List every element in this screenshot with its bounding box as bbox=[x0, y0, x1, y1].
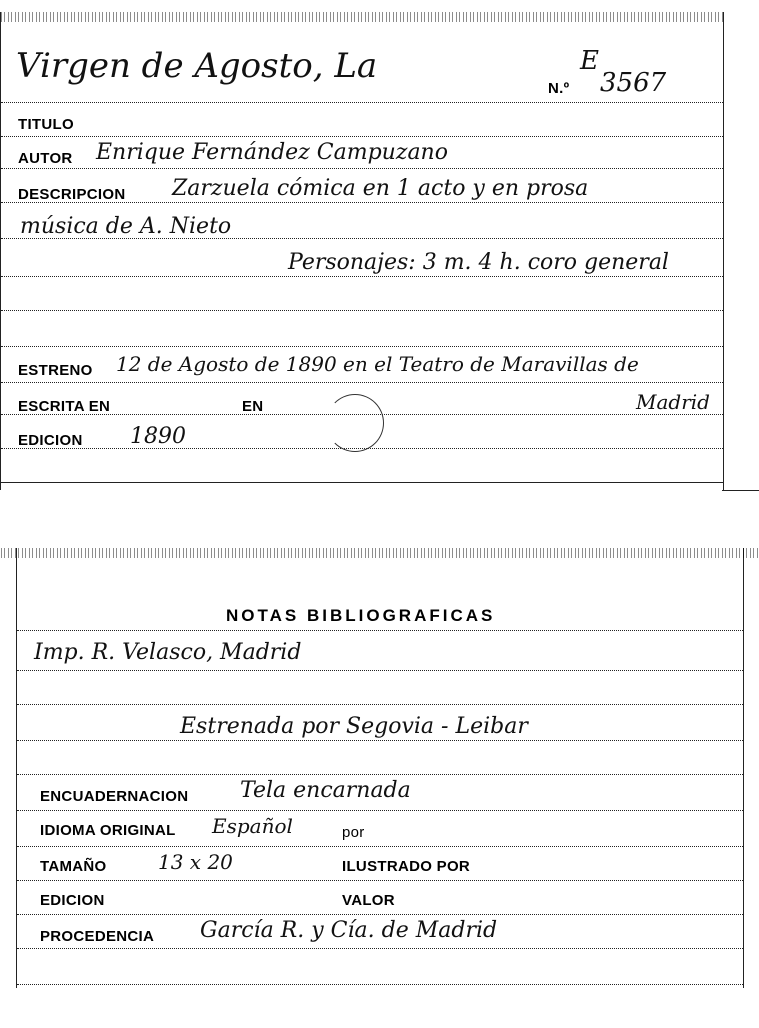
rule bbox=[17, 984, 743, 985]
encuadernacion-handwritten: Tela encarnada bbox=[240, 778, 411, 803]
edicion2-label: EDICION bbox=[40, 892, 105, 909]
imprenta-handwritten: Imp. R. Velasco, Madrid bbox=[34, 640, 302, 665]
descripcion-label: DESCRIPCION bbox=[18, 186, 126, 203]
procedencia-handwritten: García R. y Cía. de Madrid bbox=[200, 918, 498, 943]
idioma-handwritten: Español bbox=[212, 814, 293, 838]
descripcion-handwritten-2: música de A. Nieto bbox=[20, 214, 232, 239]
edicion-handwritten: 1890 bbox=[130, 424, 186, 449]
card-edge bbox=[722, 490, 759, 491]
por-label: por bbox=[342, 824, 365, 841]
card-top-edge bbox=[1, 12, 723, 22]
rule bbox=[17, 774, 743, 775]
rule bbox=[17, 740, 743, 741]
punch-hole bbox=[326, 394, 384, 452]
rule bbox=[17, 630, 743, 631]
procedencia-label: PROCEDENCIA bbox=[40, 928, 155, 945]
idioma-label: IDIOMA ORIGINAL bbox=[40, 822, 176, 839]
card-top-edge bbox=[1, 548, 759, 558]
autor-handwritten: Enrique Fernández Campuzano bbox=[96, 140, 448, 165]
number-value: 3567 bbox=[600, 68, 667, 98]
estreno-label: ESTRENO bbox=[18, 362, 93, 379]
number-label: N.º bbox=[548, 80, 570, 97]
rule bbox=[1, 346, 723, 347]
notas-heading: NOTAS BIBLIOGRAFICAS bbox=[226, 606, 496, 625]
tamano-label: TAMAÑO bbox=[40, 858, 107, 875]
rule bbox=[1, 482, 723, 483]
rule bbox=[17, 914, 743, 915]
rule bbox=[17, 810, 743, 811]
rule bbox=[1, 276, 723, 277]
edicion-label: EDICION bbox=[18, 432, 83, 449]
titulo-label: TITULO bbox=[18, 116, 74, 133]
madrid-handwritten: Madrid bbox=[636, 390, 710, 414]
rule bbox=[1, 310, 723, 311]
rule bbox=[1, 168, 723, 169]
number-prefix: E bbox=[580, 46, 599, 76]
estrenada-handwritten: Estrenada por Segovia - Leibar bbox=[180, 714, 528, 739]
rule bbox=[1, 382, 723, 383]
personajes-handwritten: Personajes: 3 m. 4 h. coro general bbox=[288, 250, 669, 275]
en-label: EN bbox=[242, 398, 264, 415]
rule bbox=[17, 670, 743, 671]
encuadernacion-label: ENCUADERNACION bbox=[40, 788, 189, 805]
rule bbox=[1, 102, 723, 103]
rule bbox=[17, 704, 743, 705]
title-handwritten: Virgen de Agosto, La bbox=[16, 46, 378, 86]
estreno-handwritten: 12 de Agosto de 1890 en el Teatro de Maravillas de bbox=[116, 352, 639, 376]
rule bbox=[17, 948, 743, 949]
valor-label: VALOR bbox=[342, 892, 395, 909]
tamano-handwritten: 13 x 20 bbox=[158, 850, 233, 874]
descripcion-handwritten-1: Zarzuela cómica en 1 acto y en prosa bbox=[172, 176, 589, 201]
ilustrado-label: ILUSTRADO POR bbox=[342, 858, 471, 875]
autor-label: AUTOR bbox=[18, 150, 73, 167]
rule bbox=[1, 136, 723, 137]
rule bbox=[17, 880, 743, 881]
escrita-label: ESCRITA EN bbox=[18, 398, 111, 415]
rule bbox=[17, 846, 743, 847]
